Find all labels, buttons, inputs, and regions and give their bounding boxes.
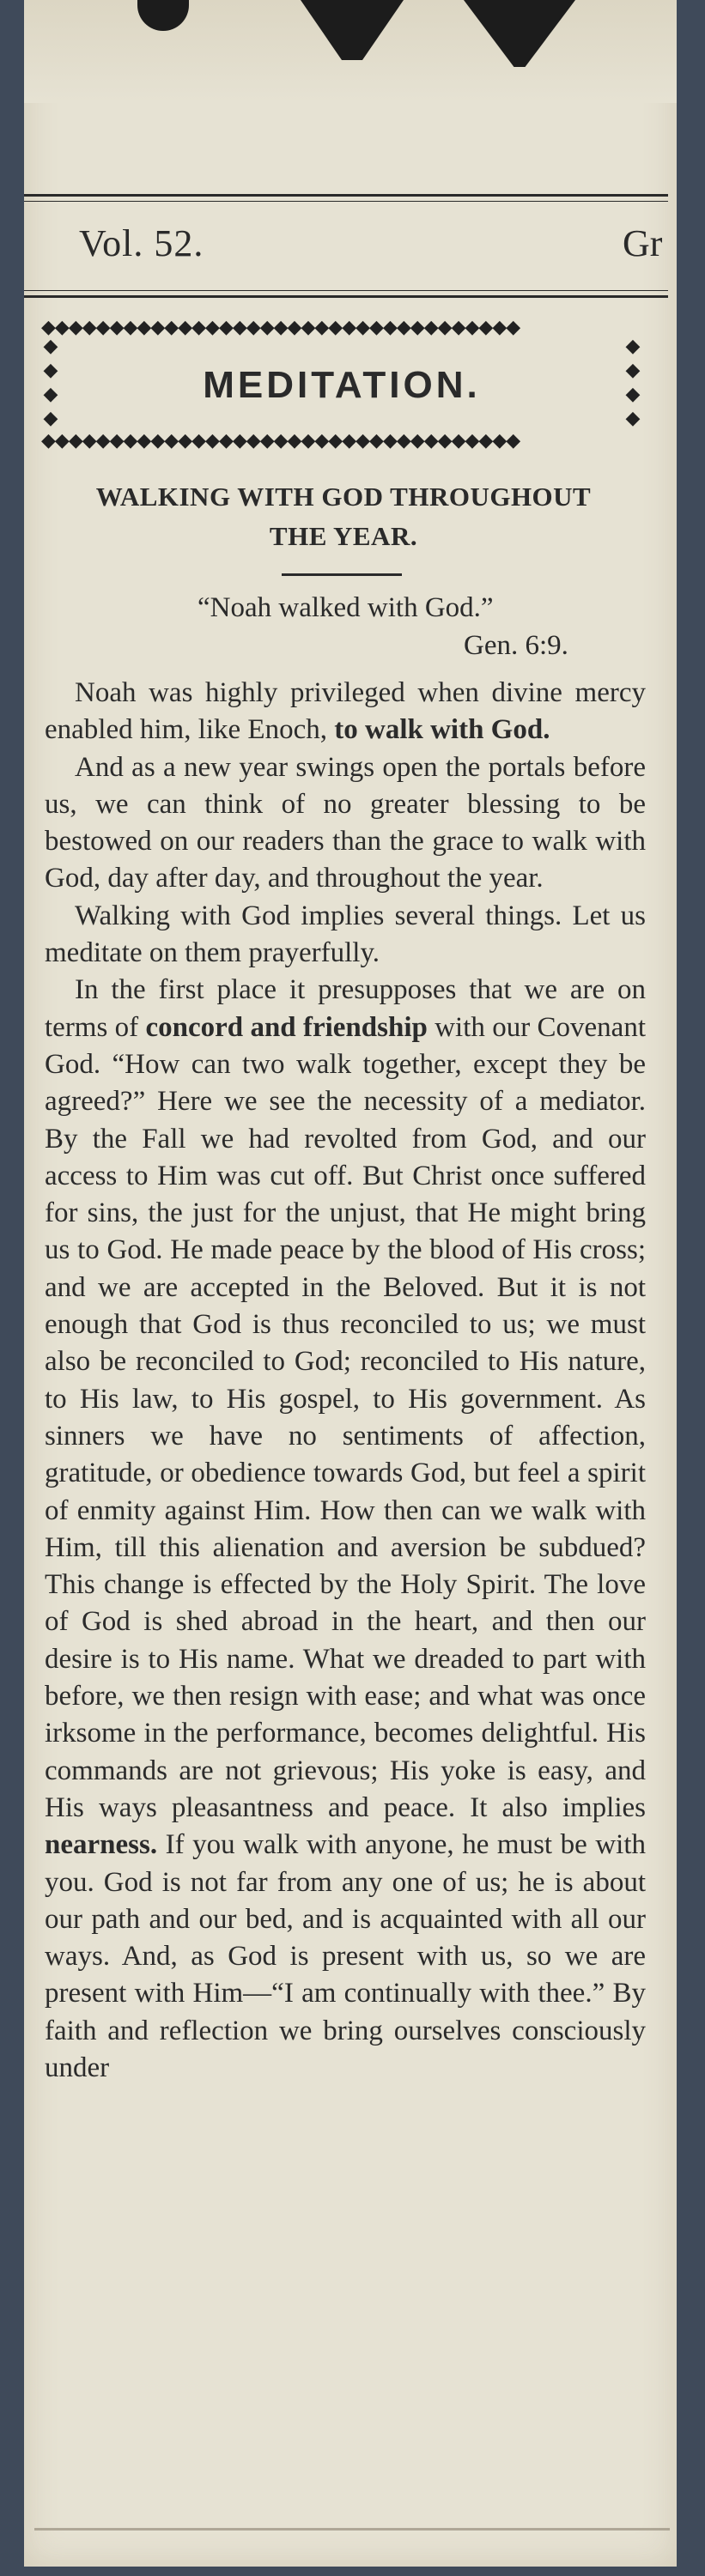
headline-line-2: THE YEAR. — [269, 521, 418, 551]
diamond-border-bottom: ◆◆◆◆◆◆◆◆◆◆◆◆◆◆◆◆◆◆◆◆◆◆◆◆◆◆◆◆◆◆◆◆◆◆◆ — [41, 433, 520, 450]
paragraph-1: Noah was highly privileged when divine mercy enabled him, like Enoch, to walk with God. — [45, 677, 646, 746]
volume-label: Vol. 52. — [79, 222, 204, 264]
paragraph-4: In the first place it presupposes that we are on terms of concord and friendship with our Covenant God. “How can two walk together, except they be agreed?” Here we see the necessity of a mediator. By the Fall we had revolted from God, and our access to Him was cut off. But Christ once suffered for sins, the just for the unjust, that He might bring us to God. He made peace by the blood of His cross; and we are accepted in the Beloved. But it is not enough that God is thus reconciled to us; we must also be reconciled to God; reconciled to His nature, to His law, to His gospel, to His government. As sinners we have no sentiments of affection, gratitude, or obedience towards God, but feel a spirit of enmity against Him. How then can we walk with Him, till this alienation and aversion be subdued? This change is effected by the Holy Spirit. The love of God is shed abroad in the heart, and then our desire is to His name. What we dreaded to part with before, we then resign with ease; and what was once irksome in the performance, becomes delightful. His commands are not grievous; His yoke is easy, and His ways pleasantness and peace. It also implies nearness. If you walk with anyone, he must be with you. God is not far from any one of us; he is about our path and our bed, and is acquainted with all our ways. And, as God is present with us, so we are present with Him—“I am continually with thee.” By faith and reflection we bring ourselves consciously under — [45, 974, 646, 2083]
masthead-letter-fragment — [301, 0, 404, 60]
paragraph-2: And as a new year swings open the portals before us, we can think of no greater blessing to be bestowed on our readers than the grace to walk with God, day after day, and throughout the year. — [45, 751, 646, 894]
torn-bottom-edge — [34, 2528, 670, 2531]
article-headline — [34, 477, 653, 556]
epigraph-reference: Gen. 6:9. — [464, 630, 568, 661]
headline-line-1: WALKING WITH GOD THROUGHOUT — [95, 482, 592, 512]
masthead-rule-bottom — [24, 295, 668, 298]
masthead-letter-fragment — [464, 0, 575, 67]
masthead-rule-top-thin — [24, 201, 668, 202]
masthead-title-fragment: Gr — [623, 222, 663, 264]
masthead-fragment — [103, 0, 618, 94]
masthead-rule-bottom-thin — [24, 290, 668, 291]
diamond-border-right: ◆ ◆ ◆ ◆ — [625, 336, 641, 429]
diamond-border-left: ◆ ◆ ◆ ◆ — [43, 336, 58, 429]
diamond-border-top: ◆◆◆◆◆◆◆◆◆◆◆◆◆◆◆◆◆◆◆◆◆◆◆◆◆◆◆◆◆◆◆◆◆◆◆ — [41, 319, 520, 336]
epigraph-quote: “Noah walked with God.” — [198, 592, 494, 623]
masthead-rule-top — [24, 194, 668, 197]
section-title: MEDITATION. — [203, 364, 481, 406]
article-body — [45, 675, 646, 2087]
section-header-box — [41, 319, 642, 450]
headline-divider — [282, 573, 402, 576]
masthead-letter-fragment — [137, 0, 189, 31]
paragraph-3: Walking with God implies several things. Let us meditate on them prayerfully. — [45, 900, 646, 969]
